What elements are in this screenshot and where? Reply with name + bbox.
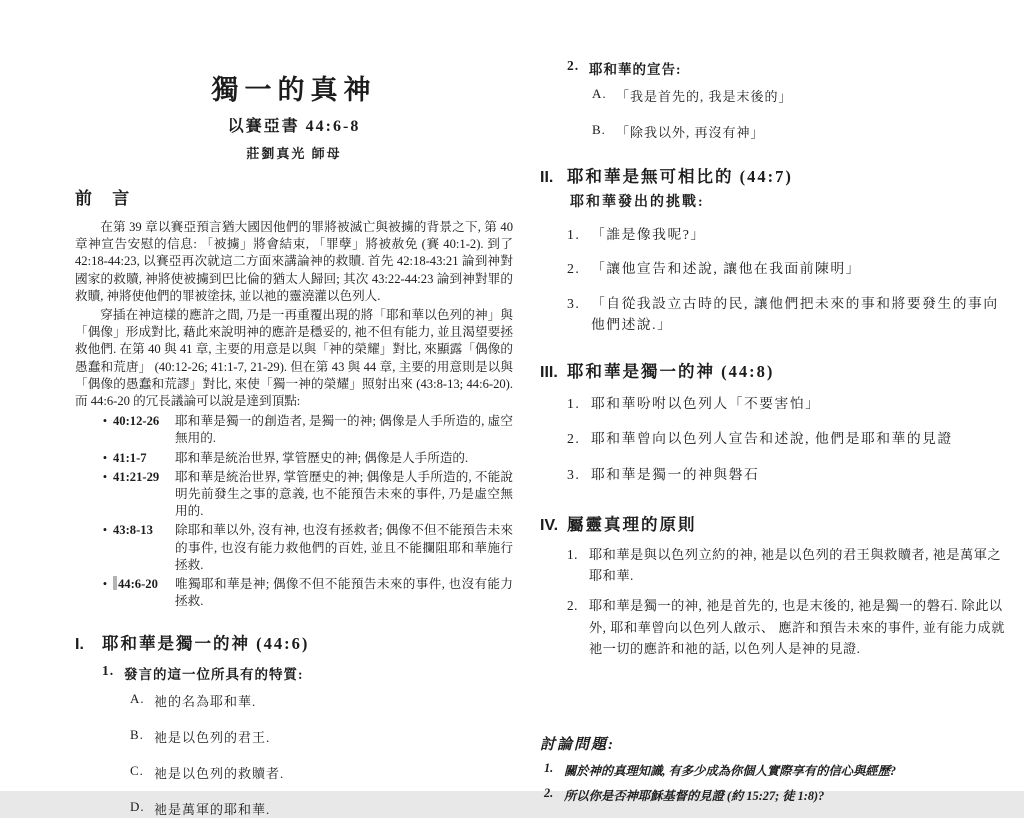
discussion-item-1 xyxy=(540,761,1008,779)
item-label: A. xyxy=(130,691,145,707)
item-text: 耶和華是與以色列立約的神, 祂是以色列的君王與救贖者, 祂是萬軍之耶和華. xyxy=(589,547,1002,584)
bullet-text: 除耶和華以外, 沒有神, 也沒有拯救者; 偶像不但不能預告未來的事件, 也沒有能力救他們的百姓, 並且不能攔阻耶和華施行拯救. xyxy=(175,523,513,572)
bullet-icon: • xyxy=(102,523,108,538)
bullet-icon: • xyxy=(102,414,108,429)
section-2-item-2 xyxy=(567,258,1008,279)
preface-paragraph-2: 穿插在神這樣的應許之間, 乃是一再重覆出現的將「耶和華以色列的神」與「偶像」形成對比, 藉此來說明神的應許是穩妥的, 祂不但有能力, 並且渴望要拯救他們. 在第 40 與 41 章, 主要的用意是以與「神的榮耀」對比, 來顯露「偶像的愚蠢和荒唐」 (40:12-26; 41:1-7, 21-29). 但在第 43 與 44 章, 主要的用意則是以與 「偶像的愚蠢和荒謬」對比, 來使「獨一神的榮耀」照射出來 (43:8-13; 44:6-20). 而 44:6-20 的冗長議論可以說是達到頂點: xyxy=(75,308,513,409)
list-item xyxy=(75,450,513,467)
section-title: 耶和華是獨一的神 (44:6) xyxy=(102,634,310,654)
item-text: 「誰是像我呢?」 xyxy=(591,227,706,242)
item-label: 2. xyxy=(567,431,581,447)
item-text: 祂的名為耶和華. xyxy=(154,694,257,710)
section-3-heading xyxy=(540,358,1008,382)
item-text: 「讓他宣告和述說, 讓他在我面前陳明」 xyxy=(591,261,861,277)
item-label: 1. xyxy=(567,395,581,411)
page-title: 獨一的真神 xyxy=(211,75,377,105)
item-text: 祂是以色列的君王. xyxy=(154,730,271,746)
section-1-subitem-a xyxy=(130,691,513,710)
section-2-item-1 xyxy=(567,224,1008,245)
section-2-subheading: 耶和華發出的挑戰: xyxy=(570,195,705,210)
section-1-item-2-subitem-b xyxy=(592,122,1008,141)
bullet-text: 耶和華是獨一的創造者, 是獨一的神; 偶像是人手所造的, 虛空無用的. xyxy=(175,414,513,446)
section-1-subitem-c xyxy=(130,763,513,782)
item-label: 3. xyxy=(567,467,581,483)
bullet-text: 耶和華是統治世界, 掌管歷史的神; 偶像是人手所造的. xyxy=(175,450,469,465)
bullet-icon: • xyxy=(102,450,108,465)
section-1-subitem-d xyxy=(130,799,513,818)
bullet-ref xyxy=(113,576,175,610)
item-text: 所以你是否神耶穌基督的見證 (約 15:27; 徒 1:8)? xyxy=(564,788,825,803)
bullet-ref: 41:1-7 xyxy=(113,450,147,465)
item-text: 祂是萬軍的耶和華. xyxy=(154,802,271,818)
item-label: 1. xyxy=(567,547,578,563)
item-text: 「我是首先的, 我是末後的」 xyxy=(616,89,793,104)
author-name: 莊劉真光 師母 xyxy=(246,146,342,161)
item-label: A. xyxy=(592,86,607,101)
item-label: 2. xyxy=(567,58,580,73)
section-1-item-2-subitem-a xyxy=(592,86,1008,105)
item-label: B. xyxy=(130,727,144,743)
bullet-ref-text: 44:6-20 xyxy=(118,577,158,592)
section-numeral: IV. xyxy=(540,517,559,535)
item-text: 「除我以外, 再沒有神」 xyxy=(616,125,765,140)
bullet-text: 唯獨耶和華是神; 偶像不但不能預告未來的事件, 也沒有能力拯救. xyxy=(175,577,513,609)
item-label: 3. xyxy=(567,295,581,311)
item-text: 發言的這一位所具有的特質: xyxy=(124,667,304,683)
item-label: B. xyxy=(592,122,606,137)
section-3-item-1 xyxy=(567,391,1008,418)
section-numeral: I. xyxy=(75,636,84,654)
item-text: 關於神的真理知識, 有多少成為你個人實際享有的信心與經歷? xyxy=(564,763,897,778)
section-3-item-3 xyxy=(567,462,1008,489)
bullet-text: 耶和華是統治世界, 掌管歷史的神; 偶像是人手所造的, 不能說明先前發生之事的意義, 也不能預告未來的事件, 乃是虛空無用的. xyxy=(175,469,513,519)
list-item xyxy=(75,469,513,521)
item-text: 祂是以色列的救贖者. xyxy=(154,766,285,782)
section-4-heading xyxy=(540,511,1008,535)
section-2-heading xyxy=(540,163,1008,187)
bullet-icon: • xyxy=(102,577,108,592)
scripture-bullet-list xyxy=(75,413,513,610)
section-1-heading xyxy=(75,630,513,654)
scripture-reference: 以賽亞書 44:6-8 xyxy=(227,118,361,135)
item-label: C. xyxy=(130,763,144,779)
item-text: 耶和華是獨一的神, 祂是首先的, 也是末後的, 祂是獨一的磐石. 除此以外, 耶和華曾向以色列人啟示、 應許和預告未來的事件, 並有能力成就祂一切的應許和祂的話, 以色列人是神的見證. xyxy=(589,598,1005,656)
item-text: 耶和華的宣告: xyxy=(589,62,682,77)
section-title: 耶和華是無可相比的 (44:7) xyxy=(567,167,793,186)
item-text: 耶和華是獨一的神與磐石 xyxy=(591,467,760,483)
section-title: 屬靈真理的原則 xyxy=(567,515,697,535)
section-4-item-2 xyxy=(567,595,1008,658)
highlight-mark xyxy=(113,576,117,590)
discussion-item-2 xyxy=(540,786,1008,804)
item-label: D. xyxy=(130,799,145,815)
item-label: 2. xyxy=(544,785,554,800)
list-item xyxy=(75,522,513,574)
section-title: 耶和華是獨一的神 (44:8) xyxy=(567,361,775,381)
bullet-ref: 41:21-29 xyxy=(113,469,160,484)
item-text: 耶和華吩咐以色列人「不要害怕」 xyxy=(591,395,821,411)
section-2 xyxy=(540,163,1008,336)
section-1-item-2 xyxy=(567,58,1008,78)
discussion-questions xyxy=(540,733,1008,804)
section-numeral: II. xyxy=(540,169,554,186)
section-2-item-3 xyxy=(567,293,1008,336)
section-4 xyxy=(540,511,1008,659)
item-label: 1. xyxy=(567,227,581,242)
item-text: 耶和華曾向以色列人宣告和述說, 他們是耶和華的見證 xyxy=(591,431,953,447)
left-column xyxy=(75,68,513,818)
section-1-subitem-b xyxy=(130,727,513,746)
section-3 xyxy=(540,358,1008,490)
item-text: 「自從我設立古時的民, 讓他們把未來的事和將要發生的事向他們述說.」 xyxy=(591,295,999,333)
list-item xyxy=(75,413,513,447)
right-column xyxy=(540,58,1008,804)
bullet-ref: 43:8-13 xyxy=(113,523,153,538)
preface-paragraph-1: 在第 39 章以賽亞預言猶大國因他們的罪將被滅亡與被擄的背景之下, 第 40 章神宣告安慰的信息: 「被擄」將會結束, 「罪孽」將被赦免 (賽 40:1-2). 到了 42:18-44:23, 以賽亞再次就這二方面來講論神的救贖. 首先 42:18-43:21 論到神對國家的救贖, 神將使被擄到巴比倫的猶太人歸回; 其次 43:22-44:23 論到神對罪的救贖, 神將使他們的罪被塗抹, 並以祂的靈澆灌以色列人. xyxy=(75,220,513,303)
section-1-item-1 xyxy=(102,663,513,683)
item-label: 2. xyxy=(567,598,578,614)
section-3-item-2 xyxy=(567,426,1008,453)
preface-heading: 前 言 xyxy=(75,189,138,208)
bullet-icon: • xyxy=(102,469,108,484)
bullet-ref: 40:12-26 xyxy=(113,414,160,429)
item-label: 2. xyxy=(567,261,581,277)
section-4-item-1 xyxy=(567,544,1008,586)
discussion-heading: 討論問題: xyxy=(540,736,615,753)
item-label: 1. xyxy=(102,663,115,679)
item-label: 1. xyxy=(544,760,554,775)
section-numeral: III. xyxy=(540,363,558,381)
list-item xyxy=(75,576,513,610)
